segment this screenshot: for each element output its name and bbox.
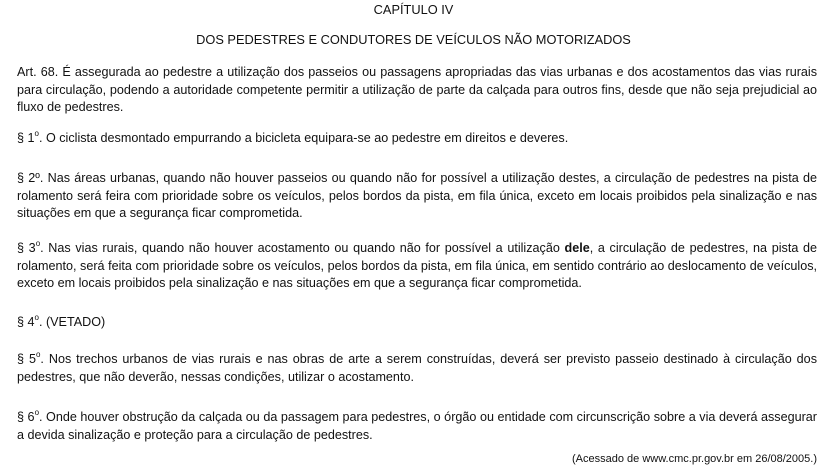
- paragraph-2-text: Nas áreas urbanas, quando não houver passeios ou quando não for possível a utilização destes, a circulação de pedestres na pista de rolamento será feira com prioridade sobre os veículos, pelos bordos da pista, em fila única, exceto em locais proibidos pela sinalização e nas situações em que a segurança ficar comprometida.: [17, 171, 817, 221]
- paragraph-3-symbol: § 3: [17, 241, 36, 255]
- paragraph-2: [17, 170, 817, 223]
- chapter-heading: CAPÍTULO IV: [373, 2, 454, 17]
- paragraph-3-text-before: . Nas vias rurais, quando não houver acostamento ou quando não for possível a utilização: [40, 241, 565, 255]
- source-citation: (Acessado de www.cmc.pr.gov.br em 26/08/2005.): [572, 453, 817, 465]
- paragraph-1-text: . O ciclista desmontado empurrando a bicicleta equipara-se ao pedestre em direitos e deveres.: [38, 131, 569, 145]
- paragraph-2-symbol: § 2º.: [17, 171, 44, 185]
- paragraph-6: [17, 409, 817, 444]
- paragraph-4-ordinal: o: [34, 312, 39, 322]
- paragraph-1: [17, 130, 817, 148]
- paragraph-6-ordinal: o: [34, 407, 40, 417]
- paragraph-6-symbol: § 6: [17, 410, 35, 424]
- article-68: Art. 68. É assegurada ao pedestre a utilização dos passeios ou passagens apropriadas das vias urbanas e dos acostamentos das vias rurais para circulação, podendo a autoridade competente permitir a utilização de parte da calçada para outros fins, desde que não seja prejudicial ao fluxo de pedestres.: [17, 65, 817, 115]
- paragraph-5: [17, 351, 817, 386]
- paragraph-5-symbol: § 5: [17, 352, 36, 366]
- paragraph-1-symbol: § 1: [17, 131, 35, 145]
- paragraph-4: [17, 314, 817, 332]
- paragraph-4-text: . (VETADO): [38, 315, 106, 329]
- paragraph-3-text-after: , a circulação de pedestres, na pista de rolamento, será feita com prioridade sobre os veículos, pelos bordos da pista, em fila única, em sentido contrário ao deslocamento de veículos, exceto em locais proibidos pela sinalização e nas situações em que a segurança ficar comprometida.: [17, 241, 817, 291]
- paragraph-3: [17, 240, 817, 293]
- paragraph-1-ordinal: o: [34, 128, 39, 138]
- paragraph-5-text: . Nos trechos urbanos de vias rurais e nas obras de arte a serem construídas, deverá ser previsto passeio destinado à circulação dos pedestres, que não deverão, nessas condições, utilizar o acostamento.: [17, 352, 817, 384]
- paragraph-3-ordinal: o: [35, 238, 41, 248]
- paragraph-4-symbol: § 4: [17, 315, 35, 329]
- paragraph-3-bold-word: dele: [564, 241, 590, 255]
- paragraph-6-text: . Onde houver obstrução da calçada ou da passagem para pedestres, o órgão ou entidade com circunscrição sobre a via deverá assegurar a devida sinalização e proteção para a circulação de pedestres.: [17, 410, 817, 442]
- section-title: DOS PEDESTRES E CONDUTORES DE VEÍCULOS NÃO MOTORIZADOS: [196, 32, 631, 47]
- paragraph-5-ordinal: o: [35, 349, 41, 359]
